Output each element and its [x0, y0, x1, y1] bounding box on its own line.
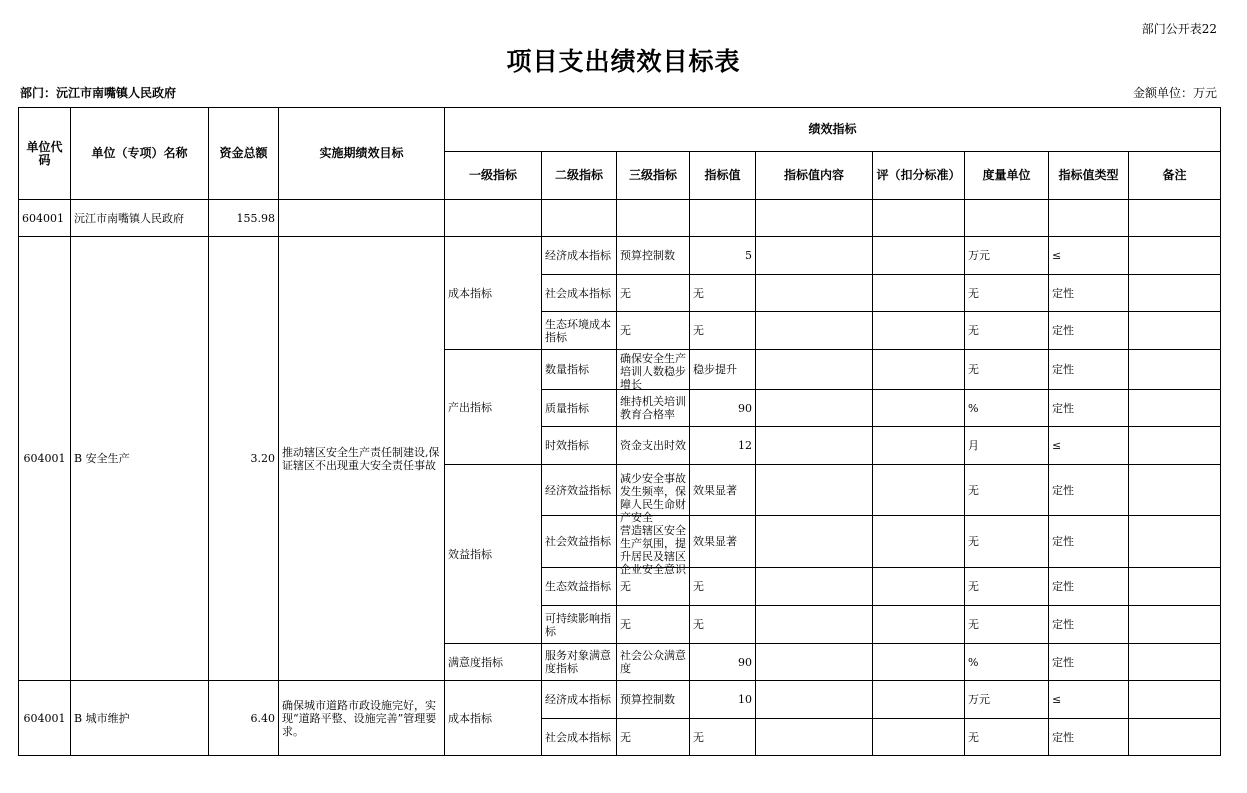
project-goal: 确保城市道路市政设施完好，实现“道路平整、设施完善”管理要求。 — [279, 681, 445, 756]
level3-indicator — [617, 719, 690, 756]
value-content — [756, 465, 873, 516]
value-content — [756, 275, 873, 312]
level3-text: 无 — [620, 580, 631, 593]
value-content — [756, 237, 873, 275]
level3-text: 无 — [620, 730, 631, 744]
measure-unit: 无 — [965, 516, 1049, 568]
project-name: B 城市维护 — [71, 681, 209, 756]
project-amount: 3.20 — [209, 237, 279, 681]
value-type: ≤ — [1049, 427, 1129, 465]
measure-unit: % — [965, 390, 1049, 427]
empty-cell — [965, 200, 1049, 237]
level3-text: 预算控制数 — [620, 249, 675, 262]
value-content — [756, 350, 873, 390]
remark — [1129, 465, 1221, 516]
level3-indicator — [617, 390, 690, 427]
value-content — [756, 390, 873, 427]
level3-text: 资金支出时效 — [620, 439, 686, 452]
empty-cell — [1049, 200, 1129, 237]
header-goal: 实施期绩效目标 — [279, 108, 445, 200]
value-content — [756, 312, 873, 350]
level3-indicator — [617, 350, 690, 390]
level3-indicator — [617, 516, 690, 576]
scoring-standard — [873, 237, 965, 275]
empty-cell — [279, 200, 445, 237]
level3-text: 无 — [620, 618, 631, 631]
project-code: 604001 — [19, 681, 71, 756]
value-type: 定性 — [1049, 606, 1129, 644]
value-type: 定性 — [1049, 644, 1129, 681]
value-content — [756, 644, 873, 681]
value-type: 定性 — [1049, 275, 1129, 312]
measure-unit: 无 — [965, 312, 1049, 350]
level2-indicator: 经济成本指标 — [542, 681, 617, 719]
level2-indicator: 社会效益指标 — [542, 516, 617, 568]
header-scoring: 评（扣分标准） — [873, 152, 965, 200]
summary-row — [19, 200, 1221, 237]
level3-text: 维持机关培训教育合格率 — [620, 395, 686, 421]
value-content — [756, 516, 873, 568]
header-value: 指标值 — [690, 152, 756, 200]
measure-unit: 无 — [965, 350, 1049, 390]
level3-indicator — [617, 681, 690, 719]
indicator-value: 10 — [690, 681, 756, 719]
scoring-standard — [873, 350, 965, 390]
indicator-value: 90 — [690, 644, 756, 681]
measure-unit: 无 — [965, 465, 1049, 516]
header-perf-indicators: 绩效指标 — [445, 108, 1221, 152]
amount-unit-label: 金额单位：万元 — [1132, 86, 1217, 100]
level3-text: 无 — [620, 324, 631, 337]
empty-cell — [873, 200, 965, 237]
summary-code: 604001 — [19, 200, 71, 237]
level3-indicator — [617, 427, 690, 465]
scoring-standard — [873, 606, 965, 644]
indicator-value: 12 — [690, 427, 756, 465]
level3-text: 确保安全生产培训人数稳步增长 — [620, 351, 686, 391]
level3-indicator — [617, 465, 690, 524]
measure-unit: 无 — [965, 606, 1049, 644]
level3-indicator — [617, 312, 690, 350]
measure-unit: 无 — [965, 568, 1049, 606]
header-value-content: 指标值内容 — [756, 152, 873, 200]
empty-cell — [1129, 200, 1221, 237]
value-type: 定性 — [1049, 465, 1129, 516]
level3-text: 减少安全事故发生频率，保障人民生命财产安全 — [620, 472, 686, 524]
empty-cell — [690, 200, 756, 237]
remark — [1129, 719, 1221, 756]
page-title: 项目支出绩效目标表 — [506, 47, 741, 76]
value-content — [756, 681, 873, 719]
indicator-value: 无 — [690, 568, 756, 606]
level2-indicator: 社会成本指标 — [542, 275, 617, 312]
indicator-value: 无 — [690, 312, 756, 350]
indicator-value: 无 — [690, 719, 756, 756]
remark — [1129, 350, 1221, 390]
header-unit-name: 单位（专项）名称 — [71, 108, 209, 200]
level2-indicator: 经济效益指标 — [542, 465, 617, 516]
value-content — [756, 606, 873, 644]
level1-indicator: 满意度指标 — [445, 644, 542, 681]
value-content — [756, 427, 873, 465]
value-type: ≤ — [1049, 237, 1129, 275]
level3-indicator — [617, 237, 690, 275]
level2-indicator: 可持续影响指标 — [542, 606, 617, 644]
value-type: 定性 — [1049, 719, 1129, 756]
remark — [1129, 606, 1221, 644]
measure-unit: 无 — [965, 719, 1049, 756]
value-type: 定性 — [1049, 312, 1129, 350]
value-type: 定性 — [1049, 516, 1129, 568]
indicator-value: 无 — [690, 275, 756, 312]
level3-text: 社会公众满意度 — [620, 649, 686, 675]
level1-indicator: 效益指标 — [445, 465, 542, 644]
level1-indicator: 成本指标 — [445, 681, 542, 756]
level1-indicator: 成本指标 — [445, 237, 542, 350]
scoring-standard — [873, 465, 965, 516]
indicator-value: 效果显著 — [690, 516, 756, 568]
indicator-value: 效果显著 — [690, 465, 756, 516]
indicator-value: 稳步提升 — [690, 350, 756, 390]
performance-table — [18, 107, 1221, 756]
indicator-value: 90 — [690, 390, 756, 427]
level3-text: 营造辖区安全生产氛围，提升居民及辖区企业安全意识 — [620, 523, 686, 576]
value-type: 定性 — [1049, 568, 1129, 606]
empty-cell — [445, 200, 542, 237]
value-type: 定性 — [1049, 350, 1129, 390]
scoring-standard — [873, 719, 965, 756]
scoring-standard — [873, 568, 965, 606]
value-type: ≤ — [1049, 681, 1129, 719]
level2-indicator: 生态环境成本指标 — [542, 312, 617, 350]
form-number: 部门公开表22 — [1141, 22, 1217, 36]
summary-amount: 155.98 — [209, 200, 279, 237]
header-unit-code: 单位代码 — [19, 108, 71, 200]
scoring-standard — [873, 644, 965, 681]
measure-unit: 月 — [965, 427, 1049, 465]
indicator-value: 5 — [690, 237, 756, 275]
level3-text: 预算控制数 — [620, 693, 675, 706]
level2-indicator: 质量指标 — [542, 390, 617, 427]
level2-indicator: 数量指标 — [542, 350, 617, 390]
level1-indicator: 产出指标 — [445, 350, 542, 465]
header-total-funds: 资金总额 — [209, 108, 279, 200]
header-value-type: 指标值类型 — [1049, 152, 1129, 200]
remark — [1129, 427, 1221, 465]
level3-indicator — [617, 606, 690, 644]
remark — [1129, 568, 1221, 606]
project-name: B 安全生产 — [71, 237, 209, 681]
project-goal: 推动辖区安全生产责任制建设,保证辖区不出现重大安全责任事故 — [279, 237, 445, 681]
remark — [1129, 681, 1221, 719]
indicator-value: 无 — [690, 606, 756, 644]
remark — [1129, 644, 1221, 681]
empty-cell — [756, 200, 873, 237]
value-content — [756, 719, 873, 756]
remark — [1129, 312, 1221, 350]
value-content — [756, 568, 873, 606]
indicator-row — [19, 681, 1221, 719]
header-remark: 备注 — [1129, 152, 1221, 200]
level2-indicator: 经济成本指标 — [542, 237, 617, 275]
level2-indicator: 时效指标 — [542, 427, 617, 465]
measure-unit: 万元 — [965, 237, 1049, 275]
level3-indicator — [617, 275, 690, 312]
scoring-standard — [873, 516, 965, 568]
remark — [1129, 390, 1221, 427]
measure-unit: % — [965, 644, 1049, 681]
scoring-standard — [873, 312, 965, 350]
header-level1: 一级指标 — [445, 152, 542, 200]
remark — [1129, 516, 1221, 568]
scoring-standard — [873, 390, 965, 427]
level3-indicator — [617, 644, 690, 681]
scoring-standard — [873, 681, 965, 719]
measure-unit: 无 — [965, 275, 1049, 312]
summary-name: 沅江市南嘴镇人民政府 — [71, 200, 209, 237]
header-level2: 二级指标 — [542, 152, 617, 200]
level2-indicator: 社会成本指标 — [542, 719, 617, 756]
header-measure-unit: 度量单位 — [965, 152, 1049, 200]
remark — [1129, 275, 1221, 312]
scoring-standard — [873, 427, 965, 465]
measure-unit: 万元 — [965, 681, 1049, 719]
scoring-standard — [873, 275, 965, 312]
indicator-row — [19, 237, 1221, 275]
level2-indicator: 生态效益指标 — [542, 568, 617, 606]
project-code: 604001 — [19, 237, 71, 681]
level2-indicator: 服务对象满意度指标 — [542, 644, 617, 681]
remark — [1129, 237, 1221, 275]
header-level3: 三级指标 — [617, 152, 690, 200]
value-type: 定性 — [1049, 390, 1129, 427]
level3-text: 无 — [620, 286, 631, 300]
empty-cell — [617, 200, 690, 237]
department-label: 部门：沅江市南嘴镇人民政府 — [20, 86, 177, 100]
project-amount: 6.40 — [209, 681, 279, 756]
empty-cell — [542, 200, 617, 237]
